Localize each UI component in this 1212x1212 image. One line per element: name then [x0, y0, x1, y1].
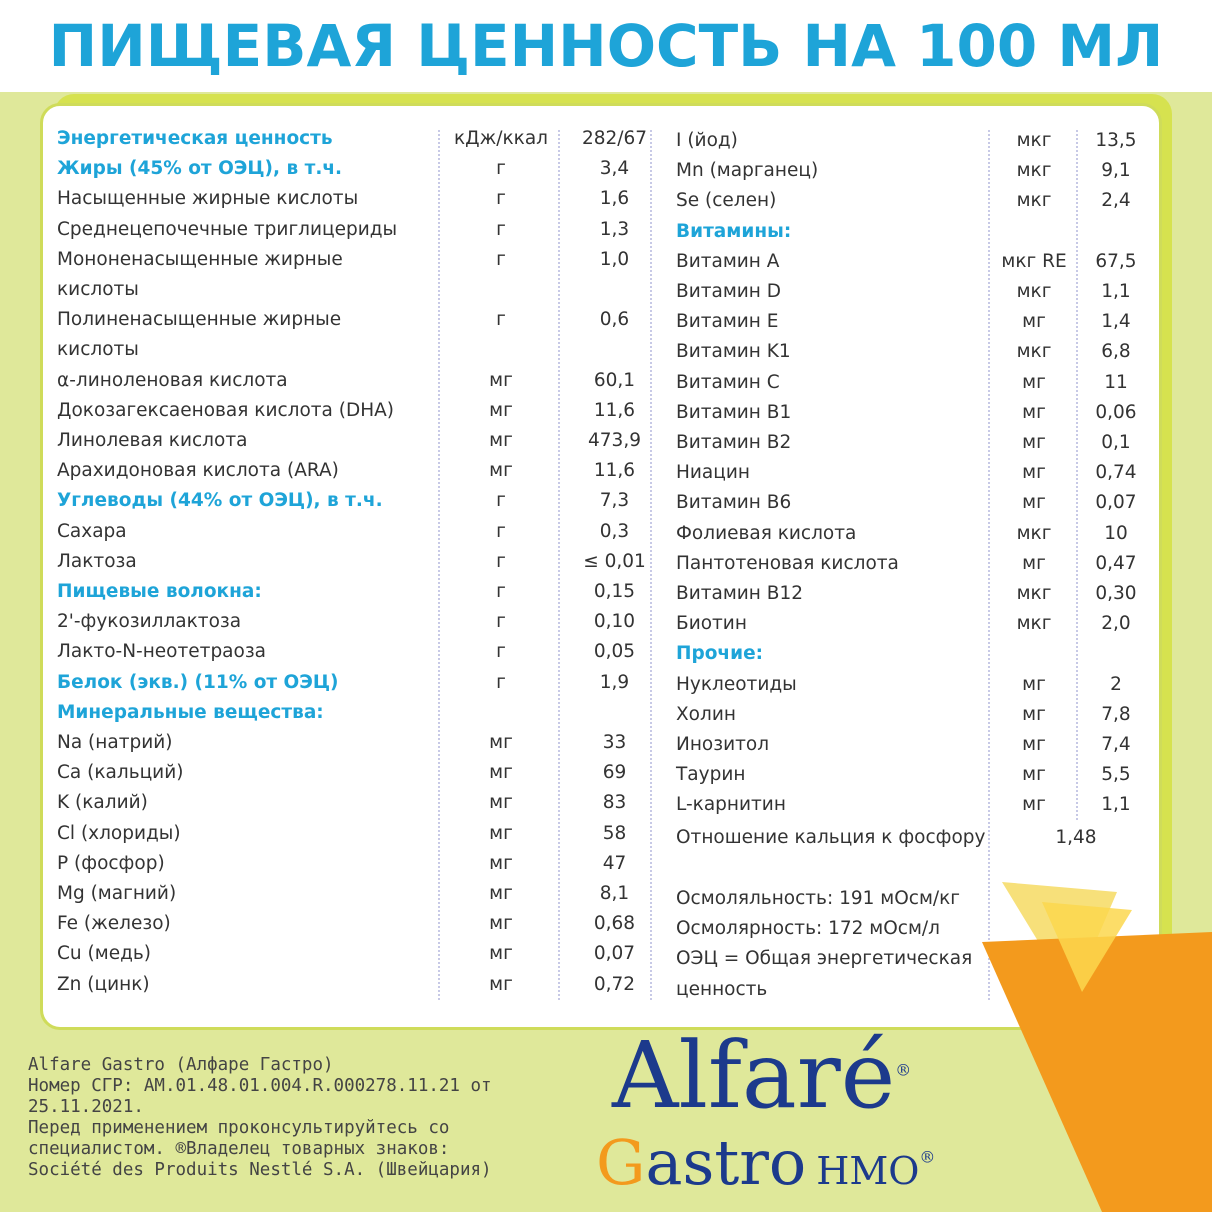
nutrient-value: 58 — [602, 822, 627, 844]
right_rows-row — [676, 186, 1151, 216]
nutrient-unit: г — [496, 611, 506, 633]
nutrient-label: Полиненасыщенные жирные — [57, 309, 342, 331]
left_rows-row — [57, 668, 662, 698]
footer-line: Перед применением проконсультируйтесь со — [28, 1118, 450, 1138]
nutrient-value: 1,9 — [599, 671, 630, 693]
right_rows-row — [676, 639, 1151, 669]
nutrient-label: Витамин B6 — [676, 492, 792, 514]
nutrient-unit: г — [496, 218, 506, 240]
nutrient-unit: г — [496, 520, 506, 542]
nutrient-unit: мг — [1022, 492, 1046, 514]
nutrient-unit: мг — [489, 822, 513, 844]
nutrient-unit: мг — [1022, 401, 1046, 423]
ratio-row — [676, 823, 1156, 853]
right_rows-row — [676, 126, 1151, 156]
nutrient-label: Мононенасыщенные жирные — [57, 248, 343, 270]
right_rows-row — [676, 609, 1151, 639]
left_rows-row — [57, 305, 662, 335]
ratio-value: 1,48 — [1055, 827, 1097, 848]
nutrient-label: Сахара — [57, 520, 127, 542]
nutrient-value: 282/67 — [581, 128, 648, 149]
nutrient-label: кислоты — [57, 279, 139, 300]
right_rows-row — [676, 519, 1151, 549]
nutrient-label: Инозитол — [676, 734, 770, 755]
nutrient-label: Докозагексаеновая кислота (DHA) — [57, 399, 395, 421]
nutrient-label: Витамины: — [676, 220, 792, 242]
left_rows-row — [57, 366, 662, 396]
nutrient-value: 67,5 — [1095, 250, 1137, 272]
nutrient-value: 8,1 — [599, 883, 630, 904]
nutrient-unit: г — [496, 309, 506, 331]
nutrient-value: 5,5 — [1101, 764, 1131, 786]
nutrient-label: Ca (кальций) — [57, 762, 184, 784]
divider-right-unit — [988, 130, 990, 1000]
footer-line: Номер СГР: AM.01.48.01.004.R.000278.11.21 от — [28, 1076, 492, 1096]
nutrient-label: Биотин — [676, 613, 747, 635]
page-title: ПИЩЕВАЯ ЦЕННОСТЬ НА 100 МЛ — [48, 12, 1164, 80]
right_rows-row — [676, 307, 1151, 337]
nutrient-unit: кДж/ккал — [453, 128, 549, 149]
nutrient-value: 0,72 — [593, 973, 636, 995]
nutrient-unit: мг — [489, 792, 513, 814]
nutrient-unit: мг — [1022, 673, 1046, 695]
nutrient-unit: мг — [489, 883, 513, 904]
nutrient-label: Лактоза — [57, 550, 137, 572]
nutrient-value: 3,4 — [599, 158, 630, 180]
nutrient-label: Линолевая кислота — [57, 430, 248, 451]
left_rows-row — [57, 154, 662, 184]
nutrient-label: L-карнитин — [676, 794, 786, 816]
nutrient-unit: мг — [489, 399, 513, 421]
brand-logo-alfare: Alfaré® — [612, 1022, 912, 1129]
nutrient-value: 1,4 — [1101, 311, 1131, 333]
nutrient-unit: мкг — [1016, 130, 1052, 151]
nutrient-unit: мг — [489, 369, 513, 391]
nutrient-unit: мг — [1022, 371, 1046, 393]
right_rows-row — [676, 670, 1151, 700]
nutrient-unit: мг — [1022, 764, 1046, 786]
nutrient-value: 47 — [602, 852, 627, 874]
nutrient-value: 1,0 — [599, 248, 630, 270]
nutrient-value: 0,74 — [1095, 462, 1137, 484]
nutrient-unit: мкг — [1016, 281, 1052, 302]
nutrient-label: α-линоленовая кислота — [57, 369, 288, 391]
nutrient-label: Насыщенные жирные кислоты — [57, 188, 359, 210]
divider-center — [650, 130, 652, 1000]
nutrient-unit: мг — [489, 913, 513, 935]
nutrient-value: 0,68 — [593, 913, 636, 935]
nutrient-value: 10 — [1104, 522, 1128, 544]
nutrient-unit: мг — [489, 973, 513, 995]
left_rows-row — [57, 909, 662, 939]
right_rows-row — [676, 398, 1151, 428]
nutrient-unit: мкг — [1016, 160, 1052, 182]
divider-right-value — [1076, 130, 1078, 820]
nutrient-value: 0,3 — [599, 520, 630, 542]
divider-left-unit — [438, 130, 440, 1000]
nutrient-label: Фолиевая кислота — [676, 522, 857, 544]
nutrient-label: кислоты — [57, 339, 139, 361]
nutrient-value: 7,4 — [1101, 734, 1131, 755]
left_rows-row — [57, 758, 662, 788]
nutrient-value: 1,6 — [599, 188, 630, 210]
nutrient-unit: мг — [1022, 552, 1046, 574]
nutrient-label: Лакто-N-неотетраоза — [57, 641, 267, 663]
nutrient-label: Витамин B1 — [676, 401, 792, 423]
nutrient-unit: мг — [489, 852, 513, 874]
footer-line: Alfare Gastro (Алфаре Гастро) — [28, 1055, 334, 1075]
nutrient-label: Нуклеотиды — [676, 673, 797, 695]
nutrient-unit: мг — [489, 732, 513, 753]
nutrient-value: 0,15 — [593, 581, 636, 602]
ratio-label: Отношение кальция к фосфору — [676, 827, 986, 848]
right_rows-row — [676, 337, 1151, 367]
right_rows-row — [676, 368, 1151, 398]
nutrient-label: Углеводы (44% от ОЭЦ), в т.ч. — [57, 490, 383, 512]
nutrient-unit: г — [496, 581, 506, 602]
nutrient-label: Na (натрий) — [57, 732, 173, 753]
left_rows-row — [57, 456, 662, 486]
left_rows-row — [57, 396, 662, 426]
nutrient-value: ≤ 0,01 — [583, 550, 646, 572]
left_rows-row — [57, 607, 662, 637]
nutrient-label: 2'-фукозиллактоза — [57, 611, 242, 633]
left_rows-row — [57, 849, 662, 879]
nutrient-unit: мг — [489, 460, 513, 482]
nutrient-label: Mn (марганец) — [676, 160, 819, 182]
right_rows-row — [676, 730, 1151, 760]
brand-logo-gastro: Gastro HMO® — [596, 1126, 936, 1199]
left_rows-row — [57, 879, 662, 909]
left_rows-row — [57, 728, 662, 758]
nutrient-unit: мкг — [1016, 583, 1052, 604]
nutrient-value: 33 — [602, 732, 627, 753]
divider-left-value — [558, 130, 560, 1000]
nutrient-label: P (фосфор) — [57, 852, 165, 874]
left_rows-row — [57, 486, 662, 516]
nutrient-unit: мг — [1022, 311, 1046, 333]
left_rows-row — [57, 184, 662, 214]
right_rows-row — [676, 488, 1151, 518]
nutrient-value: 83 — [602, 792, 627, 814]
nutrient-label: Пантотеновая кислота — [676, 552, 899, 574]
nutrient-unit: г — [496, 490, 506, 512]
nutrient-value: 0,30 — [1095, 583, 1137, 604]
nutrient-label: Fe (железо) — [57, 913, 171, 935]
nutrient-label: Таурин — [676, 764, 746, 786]
nutrient-unit: г — [496, 158, 506, 180]
nutrient-value: 1,1 — [1101, 794, 1131, 816]
nutrient-label: Среднецепочечные триглицериды — [57, 218, 398, 240]
nutrient-label: Витамин K1 — [676, 341, 791, 363]
nutrient-label: Витамин D — [676, 281, 782, 302]
nutrient-label: Энергетическая ценность — [57, 128, 333, 149]
right_rows-row — [676, 247, 1151, 277]
nutrient-label: Минеральные вещества: — [57, 701, 324, 723]
nutrient-label: Арахидоновая кислота (ARA) — [57, 460, 339, 482]
nutrient-value: 7,8 — [1101, 703, 1131, 725]
nutrient-label: Витамин B2 — [676, 432, 792, 453]
nutrient-value: 11 — [1104, 371, 1128, 393]
footer-line: 25.11.2021. — [28, 1097, 144, 1117]
nutrient-unit: г — [496, 550, 506, 572]
nutrient-value: 11,6 — [593, 460, 636, 482]
footer-legal-text — [28, 1055, 588, 1181]
nutrient-unit: мг — [489, 430, 513, 451]
left_rows-row — [57, 547, 662, 577]
nutrient-value: 6,8 — [1101, 341, 1131, 363]
right_rows-row — [676, 428, 1151, 458]
nutrient-unit: мг — [1022, 462, 1046, 484]
decorative-shapes — [982, 882, 1212, 1212]
nutrient-value: 7,3 — [599, 490, 630, 512]
left_rows-row — [57, 939, 662, 969]
left_rows-row — [57, 245, 662, 275]
nutrient-value: 69 — [602, 762, 627, 784]
nutrient-unit: мкг — [1016, 341, 1052, 363]
left_rows-row — [57, 788, 662, 818]
nutrient-value: 1,1 — [1101, 281, 1131, 302]
nutrient-label: Cl (хлориды) — [57, 822, 181, 844]
nutrient-unit: мкг RE — [1001, 250, 1067, 272]
nutrient-label: Витамин C — [676, 371, 780, 393]
left_rows-row — [57, 577, 662, 607]
nutrient-label: Zn (цинк) — [57, 973, 150, 995]
nutrient-unit: г — [496, 671, 506, 693]
left_rows-row — [57, 215, 662, 245]
right_rows-row — [676, 217, 1151, 247]
left_rows-row — [57, 698, 662, 728]
nutrient-label: Ниацин — [676, 462, 750, 484]
nutrient-value: 60,1 — [593, 369, 636, 391]
left_rows-row — [57, 275, 662, 305]
left_rows-row — [57, 124, 662, 154]
footer-line: специалистом. ®Владелец товарных знаков: — [28, 1139, 450, 1159]
right_rows-row — [676, 579, 1151, 609]
nutrient-unit: мг — [1022, 734, 1046, 755]
nutrient-unit: мг — [489, 943, 513, 965]
nutrient-label: Mg (магний) — [57, 883, 177, 904]
nutrient-value: 0,07 — [1095, 492, 1137, 514]
nutrient-value: 473,9 — [588, 430, 641, 451]
nutrient-unit: мг — [489, 762, 513, 784]
nutrient-label: Cu (медь) — [57, 943, 151, 965]
nutrient-unit: г — [496, 641, 506, 663]
nutrient-value: 2 — [1110, 673, 1122, 695]
left_rows-row — [57, 637, 662, 667]
nutrient-value: 0,07 — [593, 943, 636, 965]
nutrient-label: Se (селен) — [676, 190, 777, 212]
nutrient-label: Витамин E — [676, 311, 779, 333]
nutrient-label: Пищевые волокна: — [57, 581, 262, 602]
left_rows-row — [57, 335, 662, 365]
nutrient-value: 0,47 — [1095, 552, 1137, 574]
nutrient-value: 0,06 — [1095, 401, 1137, 423]
nutrient-unit: г — [496, 248, 506, 270]
nutrient-label: Витамин A — [676, 250, 780, 272]
nutrient-unit: мкг — [1016, 613, 1052, 635]
right_rows-row — [676, 277, 1151, 307]
nutrient-value: 0,6 — [599, 309, 630, 331]
nutrient-label: K (калий) — [57, 792, 148, 814]
nutrient-value: 2,4 — [1101, 190, 1131, 212]
nutrient-label: Холин — [676, 703, 736, 725]
nutrient-label: I (йод) — [676, 130, 738, 151]
nutrient-unit: мг — [1022, 703, 1046, 725]
nutrient-unit: мг — [1022, 432, 1046, 453]
nutrient-value: 9,1 — [1101, 160, 1131, 182]
nutrient-unit: мкг — [1016, 190, 1052, 212]
left_rows-row — [57, 426, 662, 456]
nutrient-label: Витамин B12 — [676, 583, 804, 604]
nutrient-value: 11,6 — [593, 399, 636, 421]
right_rows-row — [676, 700, 1151, 730]
right_rows-row — [676, 458, 1151, 488]
nutrient-value: 0,10 — [593, 611, 636, 633]
left_rows-row — [57, 819, 662, 849]
nutrient-value: 13,5 — [1095, 130, 1137, 151]
left_rows-row — [57, 517, 662, 547]
nutrient-label: Белок (экв.) (11% от ОЭЦ) — [57, 671, 339, 693]
nutrient-value: 0,05 — [593, 641, 636, 663]
right_rows-row — [676, 156, 1151, 186]
nutrient-unit: г — [496, 188, 506, 210]
right_rows-row — [676, 790, 1151, 820]
orange-triangle-shape — [982, 932, 1212, 1212]
nutrient-unit: мг — [1022, 794, 1046, 816]
right_rows-row — [676, 549, 1151, 579]
nutrient-value: 0,1 — [1101, 432, 1131, 453]
footer-line: Société des Produits Nestlé S.A. (Швейцария) — [28, 1160, 492, 1180]
nutrient-label: Жиры (45% от ОЭЦ), в т.ч. — [57, 158, 343, 180]
nutrient-label: Прочие: — [676, 643, 764, 665]
right_rows-row — [676, 760, 1151, 790]
nutrient-value: 1,3 — [599, 218, 630, 240]
left_rows-row — [57, 970, 662, 1000]
nutrient-unit: мкг — [1016, 522, 1052, 544]
nutrient-value: 2,0 — [1101, 613, 1131, 635]
